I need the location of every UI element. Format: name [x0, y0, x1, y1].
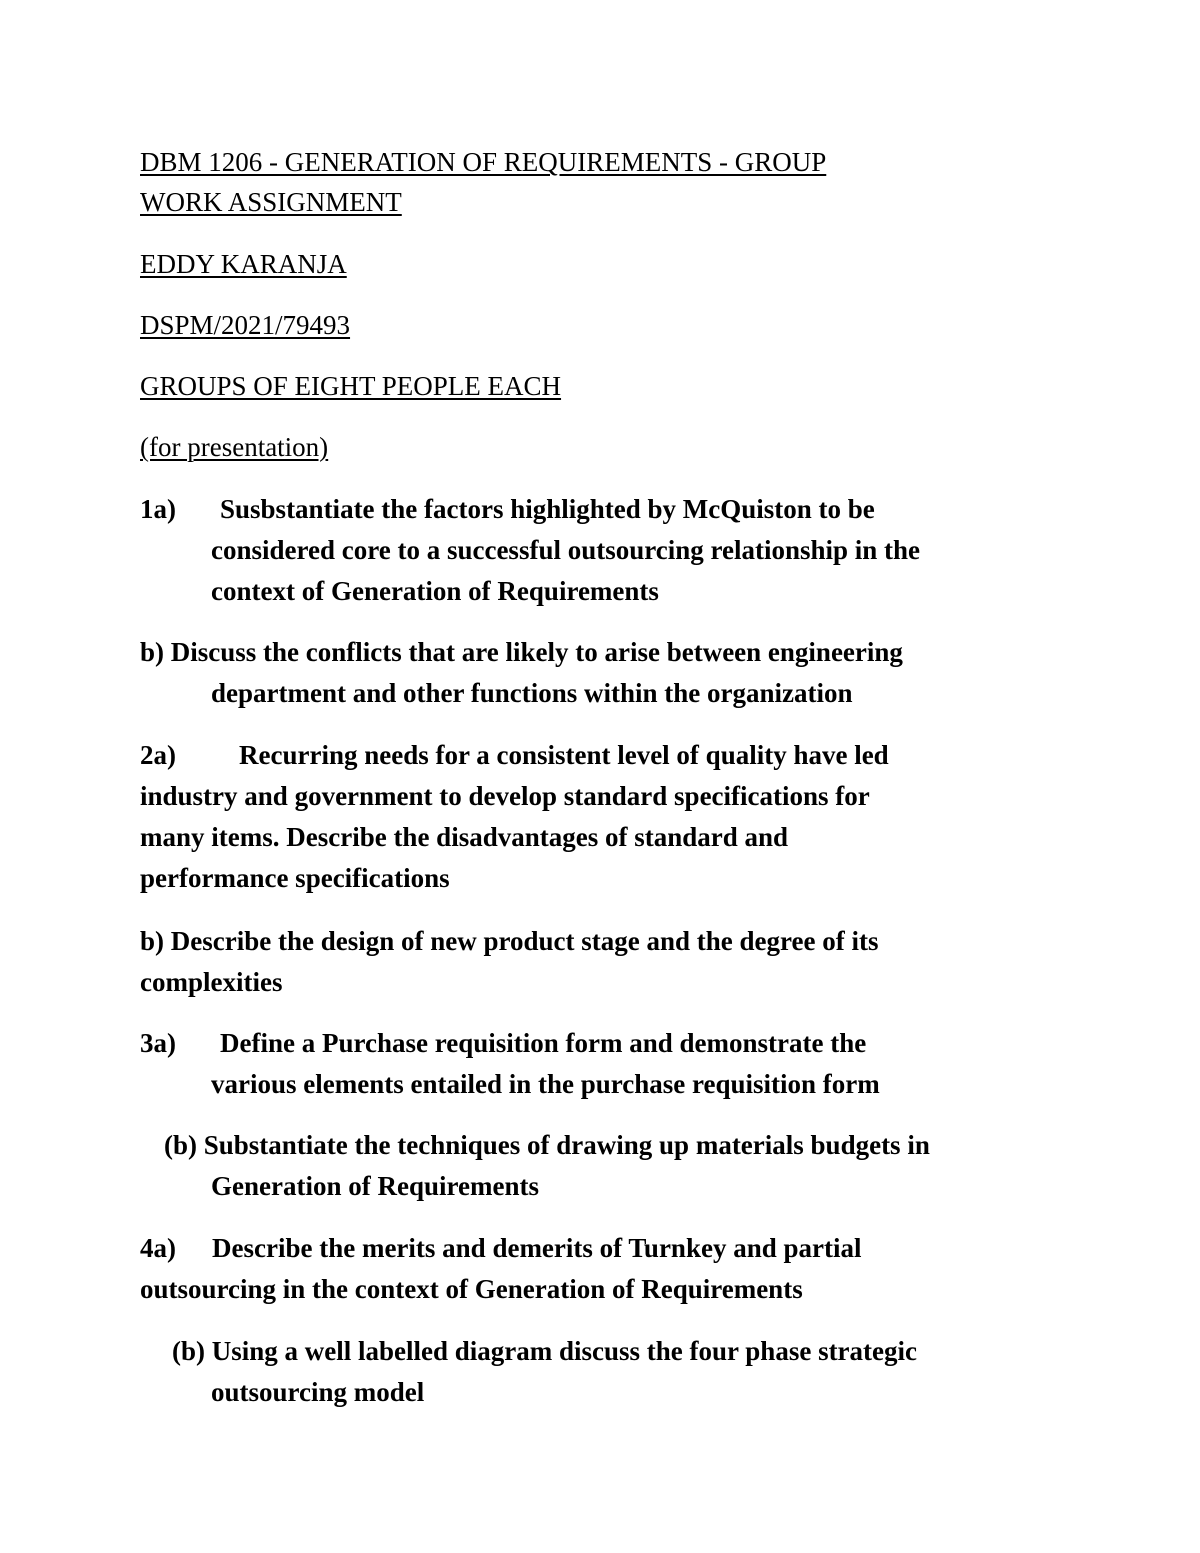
question-line: [140, 735, 889, 776]
question-text: outsourcing model: [211, 1377, 425, 1407]
question-text: many items. Describe the disadvantages of standard and: [140, 822, 789, 852]
document-title-line-1: DBM 1206 - GENERATION OF REQUIREMENTS - GROUP: [140, 147, 827, 177]
question-text: complexities: [140, 967, 283, 997]
question-label: b): [140, 926, 165, 956]
question-label: b): [140, 637, 165, 667]
document-title-line-2: WORK ASSIGNMENT: [140, 187, 402, 217]
question-text: industry and government to develop standard specifications for: [140, 781, 870, 811]
question-text: Discuss the conflicts that are likely to arise between engineering: [170, 637, 903, 667]
question-text: department and other functions within the organization: [211, 678, 853, 708]
question-label: 1a): [140, 494, 176, 524]
question-line: [140, 632, 903, 673]
question-text: Describe the merits and demerits of Turnkey and partial: [212, 1233, 862, 1263]
question-line: [172, 1331, 917, 1372]
question-text: Recurring needs for a consistent level of quality have led: [239, 740, 889, 770]
question-line: [140, 1023, 866, 1064]
question-text: Define a Purchase requisition form and demonstrate the: [220, 1028, 867, 1058]
question-text: considered core to a successful outsourcing relationship in the: [211, 535, 921, 565]
presentation-note: (for presentation): [140, 432, 329, 462]
question-line: [140, 921, 878, 962]
student-name: EDDY KARANJA: [140, 249, 347, 279]
question-text: Describe the design of new product stage and the degree of its: [170, 926, 879, 956]
question-label: 2a): [140, 740, 176, 770]
question-label: 4a): [140, 1233, 176, 1263]
group-size-note: GROUPS OF EIGHT PEOPLE EACH: [140, 371, 562, 401]
question-text: Using a well labelled diagram discuss the four phase strategic: [211, 1336, 918, 1366]
question-label: (b): [164, 1130, 197, 1160]
question-line: [140, 1228, 861, 1269]
registration-number: DSPM/2021/79493: [140, 310, 351, 340]
question-text: outsourcing in the context of Generation of Requirements: [140, 1274, 803, 1304]
question-line: [164, 1125, 930, 1166]
question-text: performance specifications: [140, 863, 450, 893]
question-text: Susbstantiate the factors highlighted by McQuiston to be: [220, 494, 875, 524]
question-label: 3a): [140, 1028, 176, 1058]
question-text: Generation of Requirements: [211, 1171, 539, 1201]
question-text: context of Generation of Requirements: [211, 576, 659, 606]
question-text: Substantiate the techniques of drawing up materials budgets in: [203, 1130, 930, 1160]
question-text: various elements entailed in the purchase requisition form: [211, 1069, 880, 1099]
question-label: (b): [172, 1336, 205, 1366]
question-line: [140, 489, 875, 530]
